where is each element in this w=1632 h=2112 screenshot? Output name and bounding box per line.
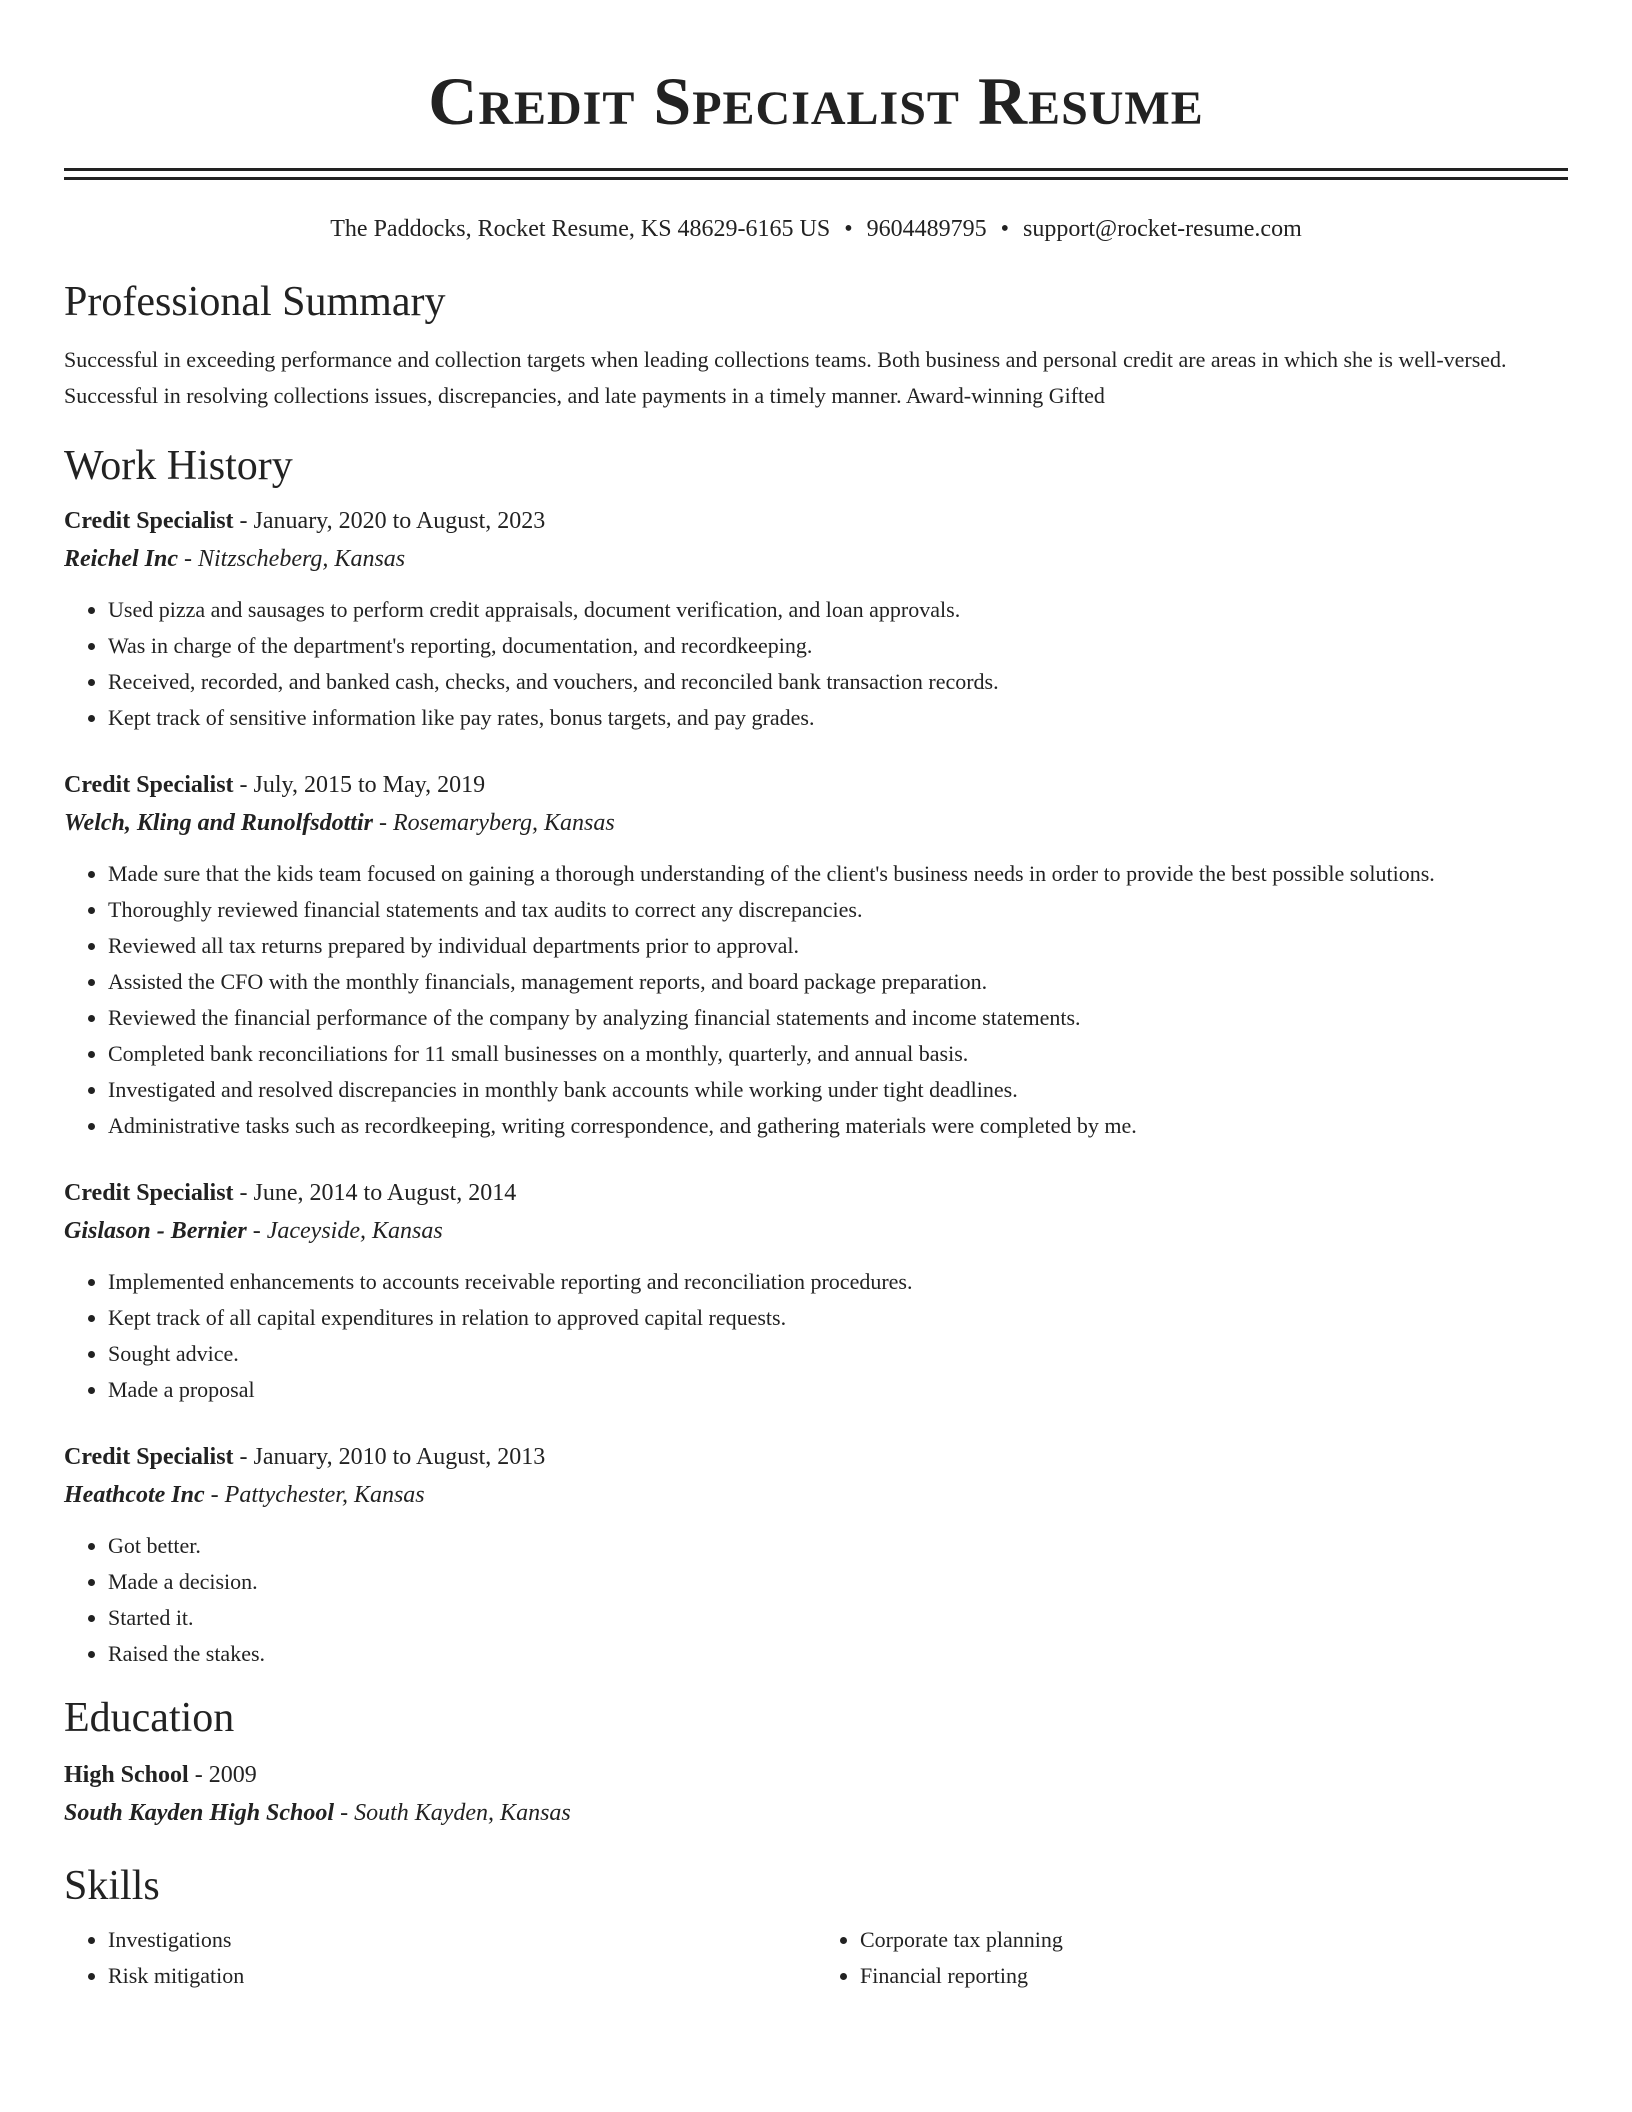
job-title-line bbox=[64, 766, 1568, 804]
job-entry bbox=[64, 1438, 1568, 1672]
list-item: • Investigations bbox=[108, 1922, 816, 1958]
dash: - bbox=[178, 546, 198, 572]
job-company-line bbox=[64, 540, 1568, 578]
work-history-section bbox=[64, 440, 1568, 1672]
work-history-heading: Work History bbox=[64, 443, 293, 489]
job-entry bbox=[64, 502, 1568, 736]
list-item: • Received, recorded, and banked cash, checks, and vouchers, and reconciled bank transaction records. bbox=[108, 664, 1568, 700]
education-degree-line bbox=[64, 1756, 1568, 1794]
list-item: • Kept track of sensitive information like pay rates, bonus targets, and pay grades. bbox=[108, 700, 1568, 736]
list-item: • Reviewed the financial performance of the company by analyzing financial statements and income statements. bbox=[108, 1000, 1568, 1036]
list-item: • Completed bank reconciliations for 11 small businesses on a monthly, quarterly, and annual basis. bbox=[108, 1036, 1568, 1072]
education-heading: Education bbox=[64, 1695, 235, 1741]
list-item: • Corporate tax planning bbox=[860, 1922, 1568, 1958]
dash: - bbox=[233, 772, 254, 798]
list-item: • Kept track of all capital expenditures in relation to approved capital requests. bbox=[108, 1300, 1568, 1336]
contact-separator: • bbox=[844, 216, 853, 242]
list-item: • Made sure that the kids team focused on gaining a thorough understanding of the client's business needs in order to provide the best possible solutions. bbox=[108, 856, 1568, 892]
job-bullets bbox=[64, 1528, 1568, 1672]
summary-section bbox=[64, 276, 1568, 414]
job-title-line bbox=[64, 1174, 1568, 1212]
list-item: • Implemented enhancements to accounts receivable reporting and reconciliation procedures. bbox=[108, 1264, 1568, 1300]
job-company-line bbox=[64, 1212, 1568, 1250]
skills-section bbox=[64, 1860, 1568, 1994]
list-item: • Made a decision. bbox=[108, 1564, 1568, 1600]
job-company: Welch, Kling and Runolfsdottir bbox=[64, 810, 373, 836]
job-location: Nitzscheberg, Kansas bbox=[198, 546, 406, 572]
list-item: • Raised the stakes. bbox=[108, 1636, 1568, 1672]
title-double-rule bbox=[64, 168, 1568, 180]
dash: - bbox=[334, 1800, 355, 1826]
education-section bbox=[64, 1692, 1568, 1832]
education-degree: High School bbox=[64, 1762, 189, 1788]
job-title: Credit Specialist bbox=[64, 508, 234, 534]
list-item: • Got better. bbox=[108, 1528, 1568, 1564]
job-title: Credit Specialist bbox=[64, 772, 234, 798]
dash: - bbox=[233, 1180, 254, 1206]
summary-text: Successful in exceeding performance and collection targets when leading collections teams. Both business and personal credit are areas in which she is well-versed. Successful in resolving collections issues, discrepancies, and late payments in a timely manner. Award-winning Gifted bbox=[64, 347, 1507, 408]
list-item: • Used pizza and sausages to perform credit appraisals, document verification, and loan approvals. bbox=[108, 592, 1568, 628]
skills-heading: Skills bbox=[64, 1863, 160, 1909]
job-dates: July, 2015 to May, 2019 bbox=[253, 772, 486, 798]
job-company-line bbox=[64, 1476, 1568, 1514]
dash: - bbox=[246, 1218, 267, 1244]
job-entry bbox=[64, 1174, 1568, 1408]
dash: - bbox=[233, 508, 254, 534]
job-dates: June, 2014 to August, 2014 bbox=[253, 1180, 517, 1206]
contact-separator: • bbox=[1000, 216, 1010, 242]
skills-left-column bbox=[64, 1922, 816, 1994]
job-company: Gislason - Bernier bbox=[64, 1218, 247, 1244]
skills-right-column bbox=[816, 1922, 1568, 1994]
job-dates: January, 2020 to August, 2023 bbox=[253, 508, 546, 534]
education-school-line bbox=[64, 1794, 1568, 1832]
summary-heading: Professional Summary bbox=[64, 279, 446, 325]
job-bullets bbox=[64, 1264, 1568, 1408]
job-location: Rosemaryberg, Kansas bbox=[392, 810, 615, 836]
job-dates: January, 2010 to August, 2013 bbox=[253, 1444, 546, 1470]
job-company-line bbox=[64, 804, 1568, 842]
job-location: Pattychester, Kansas bbox=[224, 1482, 425, 1508]
job-company: Heathcote Inc bbox=[64, 1482, 205, 1508]
job-company: Reichel Inc bbox=[64, 546, 178, 572]
list-item: • Sought advice. bbox=[108, 1336, 1568, 1372]
job-bullets bbox=[64, 592, 1568, 736]
job-bullets bbox=[64, 856, 1568, 1144]
job-title-line bbox=[64, 1438, 1568, 1476]
job-title-line bbox=[64, 502, 1568, 540]
skills-columns bbox=[64, 1922, 1568, 1994]
education-location: South Kayden, Kansas bbox=[354, 1800, 571, 1826]
dash: - bbox=[204, 1482, 225, 1508]
list-item: • Investigated and resolved discrepancies in monthly bank accounts while working under tight deadlines. bbox=[108, 1072, 1568, 1108]
job-location: Jaceyside, Kansas bbox=[266, 1218, 443, 1244]
list-item: • Risk mitigation bbox=[108, 1958, 816, 1994]
contact-email: support@rocket-resume.com bbox=[1023, 216, 1302, 242]
resume-title: Credit Specialist Resume bbox=[428, 63, 1204, 139]
list-item: • Assisted the CFO with the monthly financials, management reports, and board package preparation. bbox=[108, 964, 1568, 1000]
contact-line bbox=[64, 212, 1568, 246]
job-entry bbox=[64, 766, 1568, 1144]
list-item: • Administrative tasks such as recordkeeping, writing correspondence, and gathering materials were completed by me. bbox=[108, 1108, 1568, 1144]
job-title: Credit Specialist bbox=[64, 1444, 234, 1470]
education-school: South Kayden High School bbox=[64, 1800, 335, 1826]
list-item: • Made a proposal bbox=[108, 1372, 1568, 1408]
job-title: Credit Specialist bbox=[64, 1180, 234, 1206]
list-item: • Was in charge of the department's reporting, documentation, and recordkeeping. bbox=[108, 628, 1568, 664]
education-year: 2009 bbox=[208, 1762, 257, 1788]
dash: - bbox=[188, 1762, 209, 1788]
dash: - bbox=[372, 810, 393, 836]
list-item: • Thoroughly reviewed financial statements and tax audits to correct any discrepancies. bbox=[108, 892, 1568, 928]
contact-address: The Paddocks, Rocket Resume, KS 48629-6165 US bbox=[330, 216, 831, 242]
dash: - bbox=[233, 1444, 254, 1470]
list-item: • Financial reporting bbox=[860, 1958, 1568, 1994]
list-item: • Reviewed all tax returns prepared by individual departments prior to approval. bbox=[108, 928, 1568, 964]
list-item: • Started it. bbox=[108, 1600, 1568, 1636]
contact-phone: 9604489795 bbox=[866, 216, 987, 242]
